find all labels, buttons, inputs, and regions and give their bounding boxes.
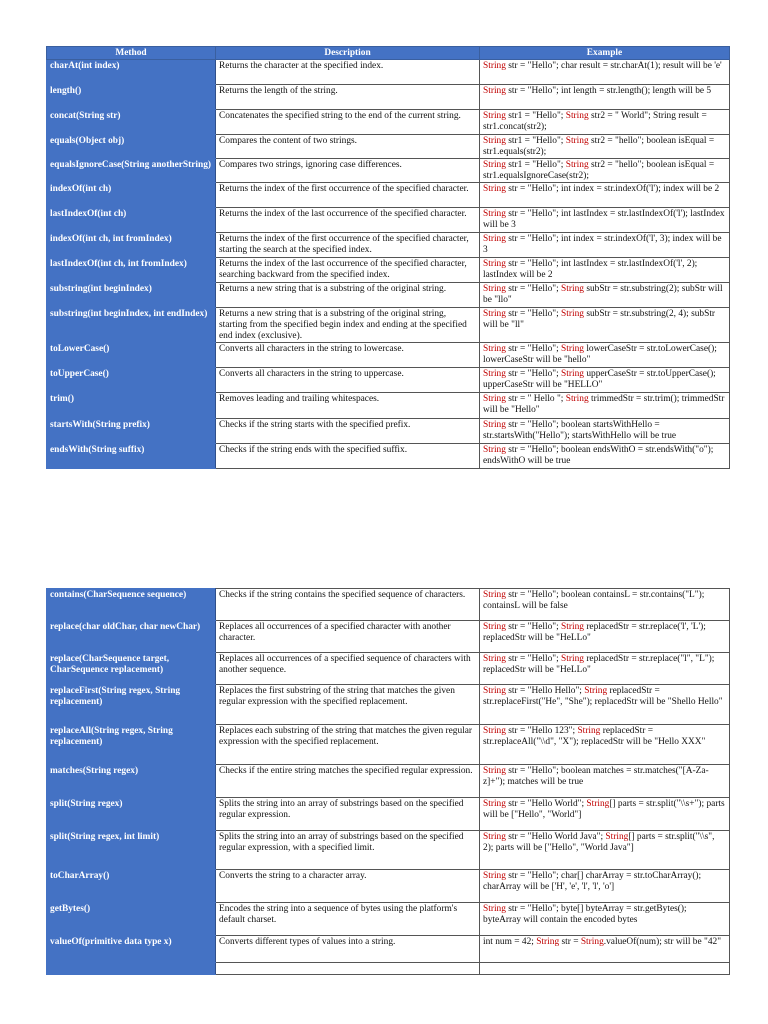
example-code-text: str = "Hello World Java"; (505, 832, 606, 842)
example-cell (480, 653, 730, 685)
method-cell: substring(int beginIndex, int endIndex) (47, 308, 216, 343)
string-keyword: String (565, 111, 589, 121)
table-row (47, 343, 730, 368)
description-cell: Replaces each substring of the string that matches the given regular expression with the specified replacement. (216, 725, 480, 765)
table-row (47, 831, 730, 870)
example-cell (480, 685, 730, 725)
method-cell: toUpperCase() (47, 368, 216, 393)
example-code-text: upperCaseStr = str.toUpperCase(); upperCaseStr will be "HELLO" (483, 369, 716, 390)
table-row (47, 258, 730, 283)
example-code-text: str = "Hello"; (505, 284, 562, 294)
method-cell: valueOf(primitive data type x) (47, 936, 216, 963)
table-header-row (47, 47, 730, 60)
method-cell: toLowerCase() (47, 343, 216, 368)
table-row (47, 110, 730, 135)
example-cell (480, 831, 730, 870)
string-keyword: String (483, 904, 506, 914)
table-row (47, 183, 730, 208)
string-keyword: String (483, 726, 506, 736)
example-code-text: str1 = "Hello"; (505, 111, 566, 121)
example-cell (480, 159, 730, 183)
string-keyword: String (483, 160, 506, 170)
string-keyword: String (483, 445, 506, 455)
description-cell: Replaces all occurrences of a specified character with another character. (216, 621, 480, 653)
description-cell: Checks if the string contains the specified sequence of characters. (216, 589, 480, 621)
example-cell (480, 258, 730, 283)
description-cell: Converts all characters in the string to uppercase. (216, 368, 480, 393)
description-cell: Compares two strings, ignoring case differences. (216, 159, 480, 183)
example-code-text: str = "Hello"; int lastIndex = str.lastIndexOf('l', 2); lastIndex will be 2 (483, 259, 698, 280)
method-cell: split(String regex, int limit) (47, 831, 216, 870)
example-cell (480, 233, 730, 258)
string-keyword: String (483, 766, 506, 776)
example-cell (480, 208, 730, 233)
example-code-text: [] parts = str.split("\\s+"); parts will be ["Hello", "World"] (483, 799, 725, 820)
string-keyword: String (483, 184, 506, 194)
example-code-text: str = "Hello"; (505, 344, 562, 354)
example-code-text: lowerCaseStr = str.toLowerCase(); lowerCaseStr will be "hello" (483, 344, 717, 365)
table-row (47, 159, 730, 183)
string-keyword: String (483, 86, 506, 96)
method-cell: indexOf(int ch, int fromIndex) (47, 233, 216, 258)
description-cell: Checks if the entire string matches the specified regular expression. (216, 765, 480, 798)
string-keyword: String (565, 394, 589, 404)
description-cell: Returns the index of the first occurrence of the specified character, starting the search at the specified index. (216, 233, 480, 258)
example-cell (480, 870, 730, 903)
method-cell: replaceAll(String regex, String replacement) (47, 725, 216, 765)
example-code-text: str = "Hello"; (505, 654, 562, 664)
string-keyword: String (483, 234, 506, 244)
string-keyword: String (584, 686, 608, 696)
table-row (47, 621, 730, 653)
string-keyword: String (565, 160, 589, 170)
string-keyword: String (483, 799, 506, 809)
method-cell: contains(CharSequence sequence) (47, 589, 216, 621)
description-cell: Splits the string into an array of substrings based on the specified regular expression. (216, 798, 480, 831)
example-code-text: str = " Hello "; (505, 394, 566, 404)
example-cell (480, 85, 730, 110)
string-keyword: String (483, 420, 506, 430)
string-keyword: String (483, 309, 506, 319)
description-cell: Encodes the string into a sequence of bytes using the platform's default charset. (216, 903, 480, 936)
method-cell: getBytes() (47, 903, 216, 936)
example-cell (480, 444, 730, 469)
example-cell (480, 368, 730, 393)
description-cell: Returns the index of the first occurrence of the specified character. (216, 183, 480, 208)
string-keyword: String (483, 590, 506, 600)
table-row (47, 936, 730, 963)
description-cell: Concatenates the specified string to the end of the current string. (216, 110, 480, 135)
method-cell: equalsIgnoreCase(String anotherString) (47, 159, 216, 183)
table-row (47, 765, 730, 798)
table-row (47, 903, 730, 936)
description-cell: Returns a new string that is a substring of the original string, starting from the specified begin index and ending at the specified end index (exclusive). (216, 308, 480, 343)
description-cell: Splits the string into an array of substrings based on the specified regular expression, with a specified limit. (216, 831, 480, 870)
string-keyword: String (483, 259, 506, 269)
method-cell: lastIndexOf(int ch) (47, 208, 216, 233)
description-cell: Returns the index of the last occurrence of the specified character. (216, 208, 480, 233)
string-keyword: String (561, 344, 584, 354)
example-code-text: trimmedStr = str.trim(); trimmedStr will be "Hello" (483, 394, 725, 415)
example-code-text: str = "Hello"; (505, 369, 562, 379)
example-code-text: str = "Hello"; boolean containsL = str.contains("L"); containsL will be false (483, 590, 705, 611)
example-code-text: subStr = str.substring(2, 4); subStr will be "ll" (483, 309, 716, 330)
method-cell (47, 963, 216, 975)
method-cell: charAt(int index) (47, 60, 216, 85)
string-keyword: String (605, 832, 629, 842)
description-cell: Returns the length of the string. (216, 85, 480, 110)
string-keyword: String (483, 344, 506, 354)
string-keyword: String (483, 209, 506, 219)
example-code-text: replacedStr = str.replaceFirst("He", "She"); replacedStr will be "Shello Hello" (483, 686, 723, 707)
string-keyword: String (483, 686, 506, 696)
description-cell: Converts all characters in the string to lowercase. (216, 343, 480, 368)
table-row (47, 368, 730, 393)
string-keyword: String (483, 61, 506, 71)
string-keyword: String (483, 832, 506, 842)
description-cell: Replaces all occurrences of a specified sequence of characters with another sequence. (216, 653, 480, 685)
string-keyword: String (483, 136, 506, 146)
string-keyword: String (586, 799, 610, 809)
description-cell: Removes leading and trailing whitespaces. (216, 393, 480, 419)
example-code-text: str = "Hello"; int length = str.length(); length will be 5 (505, 86, 712, 96)
method-cell: toCharArray() (47, 870, 216, 903)
example-code-text: str = (559, 937, 581, 947)
description-cell: Returns the index of the last occurrence of the specified character, searching backward from the specified index. (216, 258, 480, 283)
method-cell: indexOf(int ch) (47, 183, 216, 208)
string-keyword: String (580, 937, 604, 947)
example-code-text: str = "Hello"; char[] charArray = str.toCharArray(); charArray will be ['H', 'e', 'l', 'l', 'o'] (483, 871, 702, 892)
example-cell (480, 963, 730, 975)
description-cell (216, 963, 480, 975)
string-keyword: String (536, 937, 560, 947)
example-cell (480, 308, 730, 343)
example-cell (480, 183, 730, 208)
string-keyword: String (483, 622, 506, 632)
example-code-text: str = "Hello"; boolean matches = str.matches("[A-Za-z]+"); matches will be true (483, 766, 709, 787)
example-code-text: str1 = "Hello"; (505, 160, 566, 170)
description-cell: Converts the string to a character array. (216, 870, 480, 903)
string-keyword: String (577, 726, 601, 736)
example-cell (480, 798, 730, 831)
table-row (47, 685, 730, 725)
example-code-text: str = "Hello World"; (505, 799, 587, 809)
example-code-text: str = "Hello Hello"; (505, 686, 585, 696)
example-code-text: str2 = "hello"; boolean isEqual = str1.equals(str2); (483, 136, 715, 157)
string-keyword: String (565, 136, 589, 146)
method-cell: replace(char oldChar, char newChar) (47, 621, 216, 653)
example-cell (480, 589, 730, 621)
table-row (47, 85, 730, 110)
example-cell (480, 135, 730, 159)
method-cell: endsWith(String suffix) (47, 444, 216, 469)
example-code-text: str = "Hello"; int lastIndex = str.lastIndexOf('l'); lastIndex will be 3 (483, 209, 725, 230)
example-cell (480, 110, 730, 135)
table-row (47, 963, 730, 975)
example-code-text: str = "Hello 123"; (505, 726, 578, 736)
method-cell: lastIndexOf(int ch, int fromIndex) (47, 258, 216, 283)
example-code-text: str1 = "Hello"; (505, 136, 566, 146)
method-cell: replaceFirst(String regex, String replacement) (47, 685, 216, 725)
table-row (47, 283, 730, 308)
table-row (47, 208, 730, 233)
string-keyword: String (483, 111, 506, 121)
string-methods-table-2 (46, 588, 730, 975)
description-cell: Checks if the string starts with the specified prefix. (216, 419, 480, 444)
string-keyword: String (483, 871, 506, 881)
example-code-text: str = "Hello"; int index = str.indexOf('l'); index will be 2 (505, 184, 720, 194)
description-cell: Returns a new string that is a substring of the original string. (216, 283, 480, 308)
method-cell: length() (47, 85, 216, 110)
example-code-text: replacedStr = str.replace('l', 'L'); replacedStr will be "HeLLo" (483, 622, 706, 643)
example-code-text: str = "Hello"; char result = str.charAt(1); result will be 'e' (505, 61, 722, 71)
example-code-text: str = "Hello"; int index = str.indexOf('l', 3); index will be 3 (483, 234, 722, 255)
example-code-text: str = "Hello"; (505, 622, 562, 632)
method-cell: equals(Object obj) (47, 135, 216, 159)
string-methods-table-1 (46, 46, 730, 469)
description-cell: Compares the content of two strings. (216, 135, 480, 159)
example-code-text: str = "Hello"; boolean endsWithO = str.endsWith("o"); endsWithO will be true (483, 445, 714, 466)
example-cell (480, 621, 730, 653)
description-cell: Converts different types of values into a string. (216, 936, 480, 963)
string-keyword: String (561, 369, 584, 379)
description-cell: Returns the character at the specified index. (216, 60, 480, 85)
example-code-text: str2 = " World"; String result = str1.concat(str2); (483, 111, 707, 132)
table-row (47, 308, 730, 343)
method-cell: trim() (47, 393, 216, 419)
example-cell (480, 393, 730, 419)
method-cell: substring(int beginIndex) (47, 283, 216, 308)
string-keyword: String (483, 654, 506, 664)
example-column-header: Example (480, 47, 730, 60)
string-keyword: String (561, 654, 584, 664)
table-row (47, 393, 730, 419)
table-row (47, 60, 730, 85)
description-cell: Replaces the first substring of the string that matches the given regular expression with the specified replacement. (216, 685, 480, 725)
example-code-text: str2 = "hello"; boolean isEqual = str1.equalsIgnoreCase(str2); (483, 160, 715, 181)
method-cell: replace(CharSequence target, CharSequence replacement) (47, 653, 216, 685)
example-code-text: subStr = str.substring(2); subStr will be "llo" (483, 284, 723, 305)
table-row (47, 135, 730, 159)
method-cell: matches(String regex) (47, 765, 216, 798)
example-cell (480, 60, 730, 85)
table-row (47, 419, 730, 444)
example-cell (480, 283, 730, 308)
string-keyword: String (561, 309, 584, 319)
table-row (47, 870, 730, 903)
example-code-text: str = "Hello"; boolean startsWithHello = str.startsWith("Hello"); startsWithHello will be true (483, 420, 677, 441)
example-code-text: [] parts = str.split("\\s", 2); parts will be ["Hello", "World Java"] (483, 832, 715, 853)
table-row (47, 444, 730, 469)
example-code-text: replacedStr = str.replace("l", "L"); replacedStr will be "HeLLo" (483, 654, 715, 675)
description-cell: Checks if the string ends with the specified suffix. (216, 444, 480, 469)
example-cell (480, 903, 730, 936)
string-keyword: String (561, 284, 584, 294)
example-code-text: .valueOf(num); str will be "42" (603, 937, 722, 947)
string-keyword: String (483, 369, 506, 379)
example-code-text: str = "Hello"; (505, 309, 562, 319)
method-cell: concat(String str) (47, 110, 216, 135)
table-row (47, 653, 730, 685)
example-cell (480, 765, 730, 798)
example-cell (480, 419, 730, 444)
table-row (47, 798, 730, 831)
table-row (47, 725, 730, 765)
example-code-text: str = "Hello"; byte[] byteArray = str.getBytes(); byteArray will contain the encoded bytes (483, 904, 687, 925)
example-cell (480, 343, 730, 368)
example-cell (480, 936, 730, 963)
method-cell: startsWith(String prefix) (47, 419, 216, 444)
description-column-header: Description (216, 47, 480, 60)
string-keyword: String (483, 284, 506, 294)
example-cell (480, 725, 730, 765)
string-keyword: String (561, 622, 584, 632)
string-keyword: String (483, 394, 506, 404)
example-code-text: replacedStr = str.replaceAll("\\d", "X"); replacedStr will be "Hello XXX" (483, 726, 706, 747)
table-row (47, 589, 730, 621)
method-cell: split(String regex) (47, 798, 216, 831)
table-row (47, 233, 730, 258)
example-code-text: int num = 42; (483, 937, 537, 947)
method-column-header: Method (47, 47, 216, 60)
